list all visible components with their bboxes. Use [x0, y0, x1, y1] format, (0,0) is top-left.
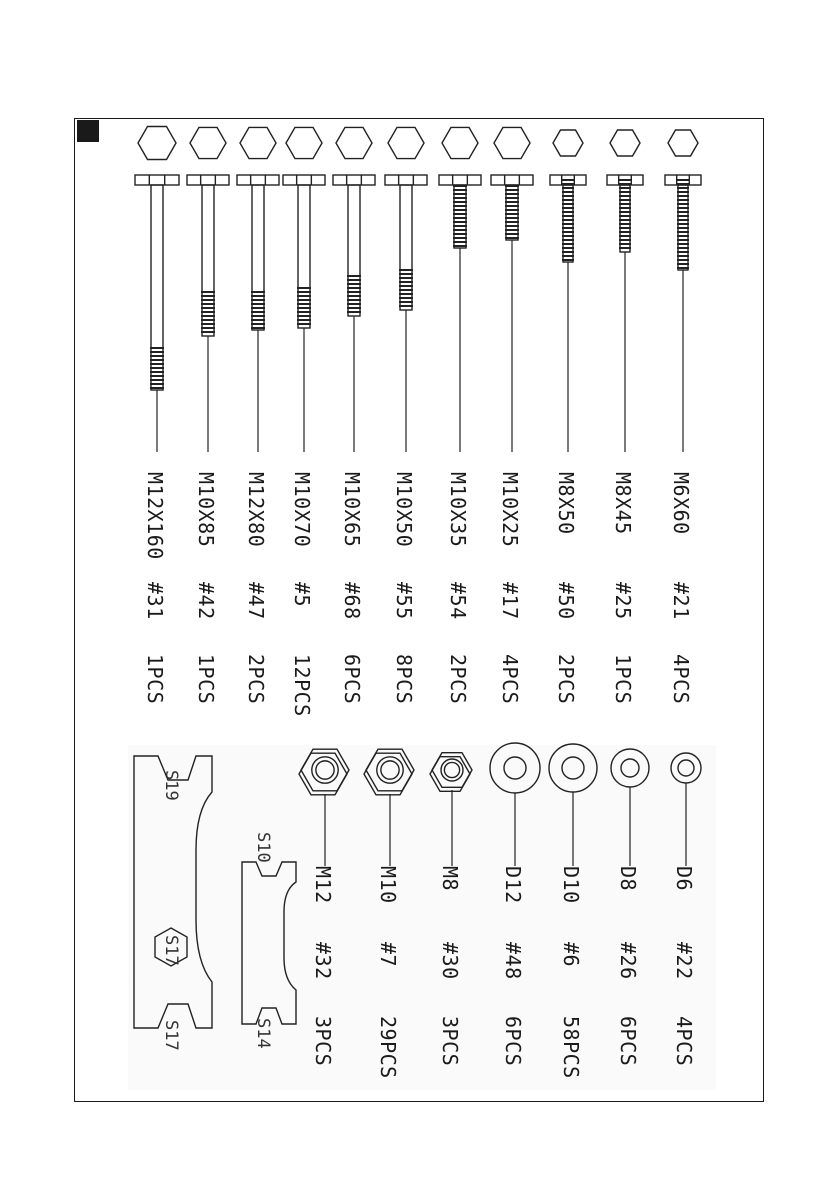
bolt-item	[237, 127, 279, 704]
bolt-item	[491, 127, 533, 704]
bolt-head-top-icon	[388, 127, 424, 158]
bolt-shaft	[202, 185, 214, 336]
bolt-thread	[619, 180, 631, 248]
bolt-head-top-icon	[610, 130, 640, 156]
washer-qty-label: 6PCS	[616, 1016, 640, 1067]
bolt-head-side	[333, 175, 375, 185]
bolt-thread	[251, 292, 265, 328]
bolt-size-label: M12X160	[143, 472, 167, 560]
bolt-head-side	[135, 175, 179, 185]
washer-ref-label: #26	[616, 942, 640, 980]
bolt-qty-label: 12PCS	[290, 654, 314, 717]
washer-qty-label: 58PCS	[559, 1016, 583, 1079]
bolt-qty-label: 1PCS	[194, 654, 218, 705]
bolt-thread	[562, 180, 574, 260]
bolt-thread	[399, 270, 413, 306]
bolt-item	[283, 127, 325, 716]
bolt-head-side	[491, 175, 533, 185]
bolt-ref-label: #50	[554, 582, 578, 620]
bolt-head-top-icon	[336, 127, 372, 158]
bolt-item	[135, 127, 179, 705]
bolt-item	[333, 127, 375, 704]
nut-ref-label: #32	[311, 942, 335, 980]
bolt-qty-label: 2PCS	[554, 654, 578, 705]
bolt-head-side	[439, 175, 481, 185]
bolt-item	[665, 130, 701, 704]
bolt-item	[550, 130, 586, 704]
washer-size-label: D10	[559, 866, 583, 904]
bolt-qty-label: 2PCS	[446, 654, 470, 705]
bolt-ref-label: #55	[392, 582, 416, 620]
washer-ref-label: #48	[501, 942, 525, 980]
bolt-qty-label: 4PCS	[669, 654, 693, 705]
wrench-small-bottom: S14	[253, 1018, 273, 1049]
bolt-head-top-icon	[553, 130, 583, 156]
bolt-head-top-icon	[494, 127, 530, 158]
nut-size-label: M8	[438, 866, 462, 892]
bolt-item	[187, 127, 229, 704]
bolt-head-side	[283, 175, 325, 185]
bolt-ref-label: #42	[194, 582, 218, 620]
bolt-list	[135, 127, 701, 717]
nut-qty-label: 3PCS	[438, 1016, 462, 1067]
bolt-item	[607, 130, 643, 704]
washer-ref-label: #6	[559, 942, 583, 968]
bolt-head-side	[187, 175, 229, 185]
bolt-qty-label: 4PCS	[498, 654, 522, 705]
bolt-size-label: M10X50	[392, 472, 416, 548]
bolt-size-label: M10X65	[340, 472, 364, 548]
washer-size-label: D6	[672, 866, 696, 892]
bolt-size-label: M10X85	[194, 472, 218, 548]
bolt-shaft	[400, 185, 412, 310]
bolt-qty-label: 1PCS	[143, 654, 167, 705]
washer-qty-label: 6PCS	[501, 1016, 525, 1067]
bolt-size-label: M6X60	[669, 472, 693, 535]
bolt-ref-label: #25	[611, 582, 635, 620]
bolt-shaft	[298, 185, 310, 328]
nut-size-label: M12	[311, 866, 335, 904]
bolt-size-label: M12X80	[244, 472, 268, 548]
bolt-head-top-icon	[286, 127, 322, 158]
bolt-thread	[297, 288, 311, 324]
bolt-head-top-icon	[190, 127, 226, 158]
wrench-large-top: S19	[161, 770, 181, 801]
washer-qty-label: 4PCS	[672, 1016, 696, 1067]
wrench-large-bottom: S17	[161, 1020, 181, 1051]
bolt-item	[439, 127, 481, 704]
nut-qty-label: 29PCS	[376, 1016, 400, 1079]
bolt-head-side	[385, 175, 427, 185]
bolt-ref-label: #17	[498, 582, 522, 620]
bolt-thread	[347, 276, 361, 312]
wrench-large-middle: S17	[161, 935, 181, 966]
bolt-qty-label: 8PCS	[392, 654, 416, 705]
washer-size-label: D12	[501, 866, 525, 904]
washer-size-label: D8	[616, 866, 640, 892]
washer-ref-label: #22	[672, 942, 696, 980]
bolt-qty-label: 1PCS	[611, 654, 635, 705]
bolt-thread	[201, 292, 215, 332]
bolt-ref-label: #31	[143, 582, 167, 620]
bolt-item	[385, 127, 427, 704]
bolt-thread	[677, 180, 689, 268]
bolt-head-top-icon	[668, 130, 698, 156]
nut-ref-label: #7	[376, 942, 400, 968]
bolt-size-label: M8X50	[554, 472, 578, 535]
nut-qty-label: 3PCS	[311, 1016, 335, 1067]
bolt-head-side	[237, 175, 279, 185]
bolt-ref-label: #68	[340, 582, 364, 620]
bolt-head-top-icon	[240, 127, 276, 158]
bolt-size-label: M10X70	[290, 472, 314, 548]
bolt-thread	[505, 186, 519, 238]
bolt-qty-label: 6PCS	[340, 654, 364, 705]
nut-size-label: M10	[376, 866, 400, 904]
wrench-small-top: S10	[253, 832, 273, 863]
corner-marker	[77, 120, 99, 142]
bolt-thread	[453, 186, 467, 246]
bolt-size-label: M10X35	[446, 472, 470, 548]
bolt-size-label: M10X25	[498, 472, 522, 548]
nut-ref-label: #30	[438, 942, 462, 980]
bolt-ref-label: #5	[290, 582, 314, 608]
bolt-ref-label: #54	[446, 582, 470, 620]
bolt-ref-label: #21	[669, 582, 693, 620]
bolt-thread	[150, 348, 164, 388]
bolt-head-top-icon	[138, 127, 176, 160]
bolt-ref-label: #47	[244, 582, 268, 620]
bolt-size-label: M8X45	[611, 472, 635, 535]
bolt-qty-label: 2PCS	[244, 654, 268, 705]
bolt-head-top-icon	[442, 127, 478, 158]
